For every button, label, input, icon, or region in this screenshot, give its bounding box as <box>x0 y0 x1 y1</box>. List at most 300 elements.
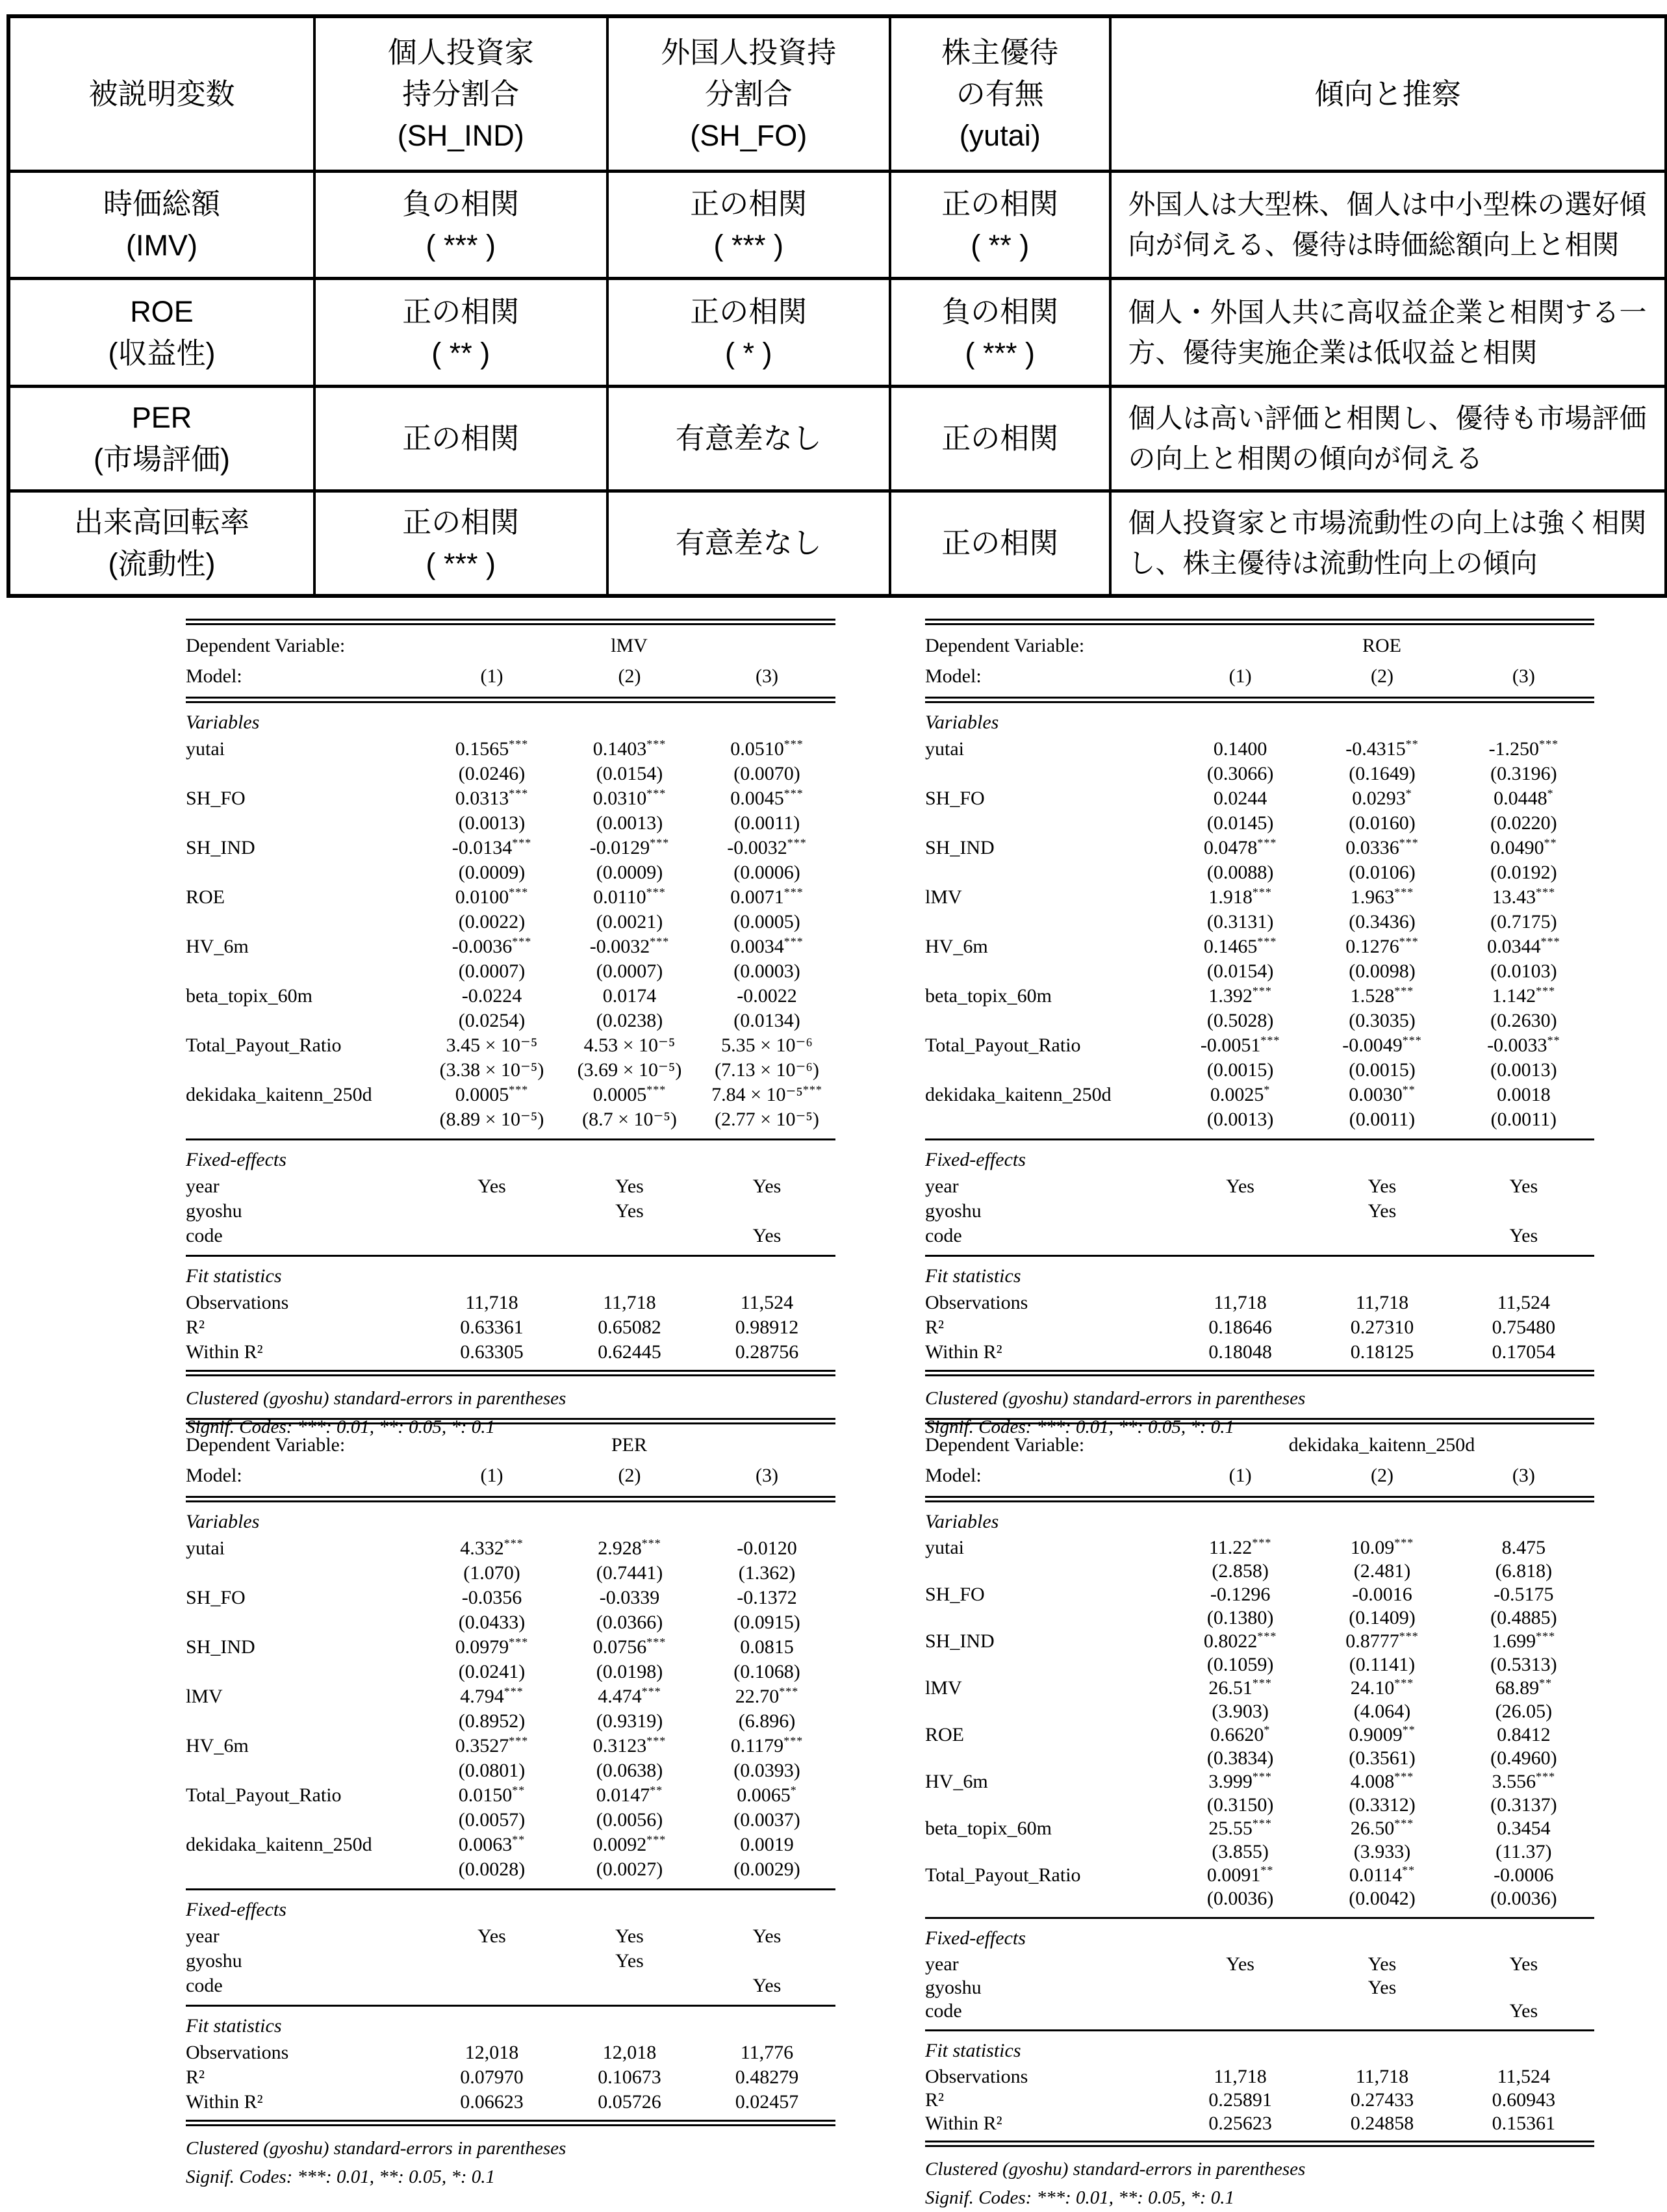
cell-line: ( *** ) <box>426 547 496 580</box>
variables-section-label: Variables <box>186 1511 260 1532</box>
model-row <box>186 1460 835 1491</box>
summary-header-sh_fo <box>606 18 889 170</box>
significance-stars: *** <box>783 738 804 751</box>
table-rule <box>925 1496 1594 1502</box>
header-line: 外国人投資持 <box>661 35 837 69</box>
header-line: 分割合 <box>704 77 793 110</box>
model-label: Model: <box>925 665 982 687</box>
significance-stars: ** <box>1547 1034 1560 1047</box>
significance-stars: *** <box>509 1734 529 1747</box>
variable-name: SH_FO <box>186 788 246 809</box>
se-value: (0.0070) <box>733 763 800 784</box>
fit-statistic-value: 0.17054 <box>1492 1341 1556 1363</box>
coef-value: 4.008*** <box>1350 1770 1414 1792</box>
coef-value: 0.1565*** <box>455 738 529 760</box>
significance-stars: ** <box>1402 1723 1416 1736</box>
variable-name: dekidaka_kaitenn_250d <box>925 1084 1112 1105</box>
significance-stars: *** <box>509 738 529 751</box>
variable-coef-row <box>925 1630 1594 1653</box>
se-value: (7.13 × 10⁻⁶) <box>715 1059 819 1081</box>
variable-se-row <box>925 1887 1594 1910</box>
cell-line: 有意差なし <box>675 422 822 455</box>
fixed-effects-section-label: Fixed-effects <box>186 1149 286 1170</box>
significance-stars: *** <box>512 836 532 849</box>
fixed-effect-name: code <box>925 2000 962 2022</box>
summary-row0-sh_ind <box>313 170 606 277</box>
se-value: (0.4960) <box>1490 1747 1557 1769</box>
se-value: (0.1068) <box>733 1661 800 1682</box>
significance-stars: ** <box>1260 1864 1274 1877</box>
reg-table-dekidaka <box>925 1418 1594 2212</box>
variable-coef-row <box>925 1864 1594 1887</box>
coef-value: -0.0032*** <box>589 935 670 957</box>
se-value: (8.7 × 10⁻⁵) <box>582 1109 677 1130</box>
variable-coef-row <box>186 885 835 910</box>
se-value: (0.0006) <box>733 862 800 883</box>
table-rule <box>925 619 1594 625</box>
se-value: (3.38 × 10⁻⁵) <box>439 1059 544 1081</box>
variable-se-row <box>186 1561 835 1586</box>
fit-statistic-value: 0.18646 <box>1208 1317 1272 1338</box>
fit-statistic-name: R² <box>186 1317 205 1338</box>
variable-se-row <box>186 1660 835 1684</box>
variable-coef-row <box>925 984 1594 1009</box>
cell-line: 正の相関 <box>402 294 520 328</box>
coef-value: 7.84 × 10⁻⁵*** <box>711 1083 822 1105</box>
note-line: Signif. Codes: ***: 0.01, **: 0.05, *: 0.1 <box>925 2187 1235 2208</box>
variable-name: SH_IND <box>925 837 995 858</box>
cell-line: 負の相関 <box>941 294 1059 328</box>
fixed-effect-row <box>186 1174 835 1199</box>
coef-value: 1.392*** <box>1208 984 1272 1007</box>
coef-value: -0.0051*** <box>1200 1034 1280 1056</box>
model-label: Model: <box>925 1465 982 1486</box>
fixed-effect-name: gyoshu <box>186 1200 242 1222</box>
variable-coef-row <box>925 1770 1594 1794</box>
se-value: (0.0011) <box>1490 1109 1557 1130</box>
dep-variable-label: Dependent Variable: <box>186 1434 346 1456</box>
coef-value: 2.928*** <box>598 1537 661 1559</box>
coef-value: 0.0019 <box>740 1834 794 1855</box>
fit-statistic-value: 0.63305 <box>460 1341 524 1363</box>
variables-section-label: Variables <box>186 712 260 733</box>
variable-coef-row <box>186 836 835 860</box>
model-number: (2) <box>618 665 641 687</box>
coef-value: 5.35 × 10⁻⁶ <box>721 1035 813 1056</box>
coef-value: 0.0092*** <box>592 1833 667 1855</box>
model-number: (3) <box>1512 1465 1535 1486</box>
table-rule <box>925 1917 1594 1919</box>
coef-value: 1.918*** <box>1208 886 1272 908</box>
coef-value: 26.50*** <box>1350 1817 1414 1839</box>
fit-statistic-value: 0.25891 <box>1208 2089 1272 2111</box>
variable-name: ROE <box>925 1724 964 1745</box>
se-value: (3.855) <box>1212 1841 1269 1862</box>
variable-name: SH_IND <box>186 837 255 858</box>
variable-se-row <box>186 860 835 885</box>
se-value: (0.0366) <box>596 1612 663 1633</box>
variable-se-row <box>925 1058 1594 1083</box>
fit-statistic-value: 0.07970 <box>460 2066 524 2088</box>
reg-table-notes <box>186 2134 835 2191</box>
variable-coef-row <box>925 1723 1594 1747</box>
fit-statistic-row <box>186 2040 835 2065</box>
variable-name: yutai <box>925 1537 964 1558</box>
fit-statistics-section-label: Fit statistics <box>186 2015 282 2037</box>
se-value: (0.0022) <box>458 911 526 932</box>
variable-se-row <box>925 1840 1594 1864</box>
fit-statistic-name: Observations <box>186 1292 289 1313</box>
variable-se-row <box>186 1058 835 1083</box>
se-value: (0.5313) <box>1490 1654 1557 1675</box>
note-line: Clustered (gyoshu) standard-errors in parentheses <box>186 2138 566 2159</box>
fixed-effect-name: code <box>186 1225 223 1246</box>
variable-coef-row <box>186 1684 835 1709</box>
se-value: (1.362) <box>738 1562 796 1584</box>
coef-value: 0.8777*** <box>1345 1630 1419 1652</box>
fixed-effects-section-label: Fixed-effects <box>925 1927 1026 1949</box>
fixed-effect-row <box>186 1924 835 1949</box>
se-value: (0.0057) <box>458 1809 526 1831</box>
cell-line: 正の相関 <box>941 187 1059 220</box>
summary-row1-sh_fo <box>606 277 889 385</box>
fixed-effect-row <box>925 1953 1594 1976</box>
note-line: Clustered (gyoshu) standard-errors in parentheses <box>925 1388 1306 1409</box>
variable-coef-row <box>186 1083 835 1107</box>
fit-statistic-value: 0.27310 <box>1350 1317 1414 1338</box>
coef-value: 0.9009** <box>1349 1723 1416 1745</box>
table-rule <box>925 1255 1594 1257</box>
variables-section-label: Variables <box>925 712 999 733</box>
fit-statistic-row <box>186 1291 835 1315</box>
variable-name: Total_Payout_Ratio <box>186 1035 342 1056</box>
significance-stars: *** <box>1399 935 1419 948</box>
variable-name: lMV <box>925 1677 962 1699</box>
se-value: (0.0042) <box>1349 1888 1416 1909</box>
trend-text: 外国人は大型株、個人は中小型株の選好傾向が伺える、優待は時価総額向上と相関 <box>1128 189 1647 260</box>
coef-value: 0.1400 <box>1213 738 1267 760</box>
se-value: (0.0433) <box>458 1612 526 1633</box>
coef-value: 3.999*** <box>1208 1770 1272 1792</box>
note-line: Signif. Codes: ***: 0.01, **: 0.05, *: 0.1 <box>186 2167 496 2187</box>
fit-statistic-row <box>925 1315 1594 1340</box>
variable-se-row <box>925 1700 1594 1723</box>
fixed-effect-value: Yes <box>615 1950 644 1972</box>
summary-row2-sh_ind <box>313 385 606 489</box>
table-rule <box>186 697 835 703</box>
header-line: 持分割合 <box>402 77 520 110</box>
fixed-effect-name: gyoshu <box>925 1200 982 1222</box>
coef-value: -0.0129*** <box>589 836 670 858</box>
fit-statistic-value: 0.60943 <box>1492 2089 1556 2111</box>
model-number: (1) <box>480 1465 503 1486</box>
fixed-effect-value: Yes <box>1509 1225 1538 1246</box>
coef-value: -0.0224 <box>461 985 522 1007</box>
fit-statistic-value: 0.25623 <box>1208 2113 1272 2134</box>
fit-statistic-value: 11,524 <box>740 1292 794 1313</box>
variable-coef-row <box>925 1583 1594 1606</box>
table-rule <box>925 2141 1594 2147</box>
variable-se-row <box>925 1009 1594 1033</box>
variable-name: HV_6m <box>186 936 249 957</box>
variable-se-row <box>186 1107 835 1132</box>
reg-table-roe <box>925 619 1594 1441</box>
significance-stars: ** <box>650 1784 663 1797</box>
cell-line: ( * ) <box>724 336 772 370</box>
significance-stars: ** <box>1402 1083 1416 1096</box>
se-value: (0.3834) <box>1206 1747 1274 1769</box>
coef-value: 0.0045*** <box>730 787 804 809</box>
se-value: (0.0009) <box>458 862 526 883</box>
variable-name: beta_topix_60m <box>186 985 312 1007</box>
fixed-effect-value: Yes <box>1509 1176 1538 1197</box>
variable-se-row <box>186 959 835 984</box>
coef-value: 0.3454 <box>1497 1818 1551 1839</box>
significance-stars: *** <box>646 738 667 751</box>
significance-stars: *** <box>646 886 666 899</box>
summary-row1-sh_ind <box>313 277 606 385</box>
significance-stars: *** <box>1394 984 1414 997</box>
fit-statistic-value: 0.06623 <box>460 2091 524 2113</box>
coef-value: 0.0756*** <box>592 1636 667 1658</box>
significance-stars: *** <box>1536 886 1556 899</box>
variable-name: SH_FO <box>925 1584 985 1605</box>
coef-value: 0.0005*** <box>455 1083 529 1105</box>
variable-se-row <box>186 762 835 786</box>
variable-se-row <box>186 1610 835 1635</box>
fit-statistic-name: R² <box>925 2089 945 2111</box>
cell-line: ( ** ) <box>971 229 1030 262</box>
coef-value: 24.10*** <box>1350 1677 1414 1699</box>
summary-row2-variable <box>10 385 313 489</box>
coef-value: 11.22*** <box>1208 1536 1272 1558</box>
fit-statistic-name: R² <box>925 1317 945 1338</box>
coef-value: 22.70*** <box>735 1685 799 1707</box>
variable-name: dekidaka_kaitenn_250d <box>186 1084 372 1105</box>
dep-variable-row <box>925 630 1594 661</box>
summary-row1-variable <box>10 277 313 385</box>
se-value: (26.05) <box>1495 1701 1553 1722</box>
se-value: (0.0154) <box>596 763 663 784</box>
significance-stars: *** <box>1394 1770 1414 1783</box>
table-rule <box>925 1418 1594 1424</box>
fit-statistic-value: 12,018 <box>602 2042 657 2063</box>
fit-statistic-name: Within R² <box>925 2113 1002 2134</box>
variable-se-row <box>925 959 1594 984</box>
coef-value: 0.0091** <box>1206 1864 1274 1886</box>
se-value: (0.0007) <box>458 960 526 982</box>
significance-stars: *** <box>509 1083 529 1096</box>
coef-value: 0.0815 <box>740 1636 794 1658</box>
coef-value: 0.0150** <box>458 1784 526 1806</box>
fixed-effect-row <box>925 1976 1594 2000</box>
variable-name: Total_Payout_Ratio <box>925 1035 1081 1056</box>
se-value: (0.0056) <box>596 1809 663 1831</box>
reg-table-per <box>186 1418 835 2191</box>
variables-section-label: Variables <box>925 1511 999 1532</box>
coef-value: 0.0065* <box>737 1784 797 1806</box>
variable-coef-row <box>186 1536 835 1561</box>
note-line: Signif. Codes: ***: 0.01, **: 0.05, *: 0.1 <box>186 1417 496 1437</box>
variable-se-row <box>925 1560 1594 1583</box>
cell-line: 正の相関 <box>690 187 808 220</box>
dep-variable-value: ROE <box>1362 635 1401 656</box>
coef-value: 0.6620* <box>1210 1723 1271 1745</box>
trend-text: 個人は高い評価と相関し、優待も市場評価の向上と相関の傾向が伺える <box>1128 403 1647 474</box>
fit-statistic-value: 0.48279 <box>735 2066 799 2088</box>
coef-value: 0.0114** <box>1349 1864 1416 1886</box>
se-value: (3.69 × 10⁻⁵) <box>577 1059 682 1081</box>
se-value: (0.1141) <box>1349 1654 1416 1675</box>
variable-name: lMV <box>186 1686 223 1707</box>
variable-se-row <box>925 1653 1594 1677</box>
variable-name: yutai <box>186 738 225 760</box>
table-rule <box>186 1496 835 1502</box>
dep-variable-label: Dependent Variable: <box>925 635 1085 656</box>
significance-stars: * <box>1405 787 1412 800</box>
fit-statistic-row <box>925 2089 1594 2112</box>
coef-value: 3.556*** <box>1492 1770 1556 1792</box>
variable-coef-row <box>186 984 835 1009</box>
se-value: (6.896) <box>738 1710 796 1732</box>
significance-stars: *** <box>1394 886 1414 899</box>
significance-stars: *** <box>783 1734 804 1747</box>
coef-value: -0.5175 <box>1494 1584 1554 1605</box>
fit-statistic-value: 11,524 <box>1497 2066 1551 2087</box>
coef-value: 0.0313*** <box>455 787 529 809</box>
fit-statistic-name: Observations <box>925 2066 1028 2087</box>
coef-value: 0.0110*** <box>593 886 666 908</box>
summary-row2-trend <box>1109 385 1664 489</box>
model-label: Model: <box>186 665 242 687</box>
variable-coef-row <box>186 1586 835 1610</box>
coef-value: 1.528*** <box>1350 984 1414 1007</box>
fixed-effect-value: Yes <box>615 1176 644 1197</box>
summary-row1-trend <box>1109 277 1664 385</box>
se-value: (0.7175) <box>1490 911 1557 932</box>
fit-statistic-value: 11,776 <box>740 2042 794 2063</box>
se-value: (0.7441) <box>596 1562 663 1584</box>
coef-value: 4.794*** <box>460 1685 524 1707</box>
fixed-effect-name: gyoshu <box>925 1977 982 1998</box>
coef-value: 0.0979*** <box>455 1636 529 1658</box>
table-rule <box>186 1255 835 1257</box>
fit-statistic-value: 11,718 <box>465 1292 518 1313</box>
se-value: (0.3150) <box>1206 1794 1274 1816</box>
se-value: (0.0198) <box>596 1661 663 1682</box>
coef-value: 0.0244 <box>1213 788 1267 809</box>
se-value: (8.89 × 10⁻⁵) <box>439 1109 544 1130</box>
se-value: (0.0241) <box>458 1661 526 1682</box>
coef-value: -0.0120 <box>737 1537 797 1559</box>
variable-name: yutai <box>186 1537 225 1559</box>
variable-coef-row <box>925 1083 1594 1107</box>
cell-line: ( *** ) <box>713 229 783 262</box>
model-row <box>925 1460 1594 1491</box>
cell-line: 負の相関 <box>402 187 520 220</box>
fit-statistic-value: 12,018 <box>464 2042 519 2063</box>
se-value: (3.933) <box>1353 1841 1411 1862</box>
coef-value: 0.0071*** <box>730 886 804 908</box>
fit-statistic-value: 0.15361 <box>1492 2113 1556 2134</box>
coef-value: 0.0344*** <box>1487 935 1560 957</box>
fixed-effect-row <box>186 1974 835 1998</box>
variable-name: HV_6m <box>186 1735 249 1756</box>
fit-statistic-value: 11,718 <box>1214 1292 1267 1313</box>
fit-statistics-section-label: Fit statistics <box>925 1265 1021 1287</box>
coef-value: 13.43*** <box>1492 886 1556 908</box>
coef-value: -0.0022 <box>737 985 797 1007</box>
coef-value: 0.0293* <box>1352 787 1412 809</box>
se-value: (0.0246) <box>458 763 526 784</box>
fit-statistic-value: 0.63361 <box>460 1317 524 1338</box>
summary-row2-yutai <box>889 385 1109 489</box>
se-value: (0.0254) <box>458 1010 526 1031</box>
model-number: (1) <box>1228 665 1252 687</box>
coef-value: 0.0030** <box>1349 1083 1416 1105</box>
significance-stars: *** <box>1399 836 1419 849</box>
se-value: (0.0393) <box>733 1760 800 1781</box>
significance-stars: *** <box>509 1636 529 1649</box>
coef-value: -0.0033** <box>1487 1034 1560 1056</box>
fixed-effect-value: Yes <box>615 1200 644 1222</box>
coef-value: 4.53 × 10⁻⁵ <box>583 1035 676 1056</box>
significance-stars: *** <box>650 836 670 849</box>
variable-coef-row <box>925 934 1594 959</box>
note-line: Clustered (gyoshu) standard-errors in parentheses <box>186 1388 566 1409</box>
cell-line: ( *** ) <box>965 336 1035 370</box>
fixed-effect-value: Yes <box>1368 1176 1397 1197</box>
cell-line: 時価総額 <box>103 187 220 220</box>
table-rule <box>186 619 835 625</box>
coef-value: 0.0005*** <box>592 1083 667 1105</box>
se-value: (0.0037) <box>733 1809 800 1831</box>
variable-name: SH_IND <box>925 1630 995 1652</box>
coef-value: 0.1403*** <box>592 738 667 760</box>
se-value: (0.0098) <box>1349 960 1416 982</box>
coef-value: 0.8412 <box>1497 1724 1551 1745</box>
se-value: (0.3131) <box>1206 911 1274 932</box>
cell-line: ( *** ) <box>426 229 496 262</box>
summary-row0-sh_fo <box>606 170 889 277</box>
table-rule <box>186 1888 835 1890</box>
summary-row1-yutai <box>889 277 1109 385</box>
table-rule <box>925 697 1594 703</box>
significance-stars: *** <box>783 935 804 948</box>
model-row <box>186 661 835 691</box>
table-rule <box>186 2005 835 2007</box>
coef-value: 0.3123*** <box>592 1734 667 1756</box>
se-value: (1.070) <box>463 1562 520 1584</box>
coef-value: -0.0006 <box>1494 1864 1554 1886</box>
se-value: (0.0011) <box>733 812 800 834</box>
variable-se-row <box>925 811 1594 836</box>
significance-stars: *** <box>646 1734 667 1747</box>
se-value: (0.0036) <box>1206 1888 1274 1909</box>
se-value: (0.3137) <box>1490 1794 1557 1816</box>
fit-statistic-row <box>186 2090 835 2115</box>
cell-line: ( ** ) <box>431 336 490 370</box>
variable-coef-row <box>925 1677 1594 1700</box>
variable-coef-row <box>186 1635 835 1660</box>
significance-stars: ** <box>512 1784 526 1797</box>
fit-statistic-name: Within R² <box>186 2091 263 2113</box>
fixed-effect-name: year <box>925 1953 959 1975</box>
fit-statistic-name: R² <box>186 2066 205 2088</box>
significance-stars: ** <box>512 1833 526 1846</box>
se-value: (0.0007) <box>596 960 663 982</box>
se-value: (11.37) <box>1495 1841 1552 1862</box>
